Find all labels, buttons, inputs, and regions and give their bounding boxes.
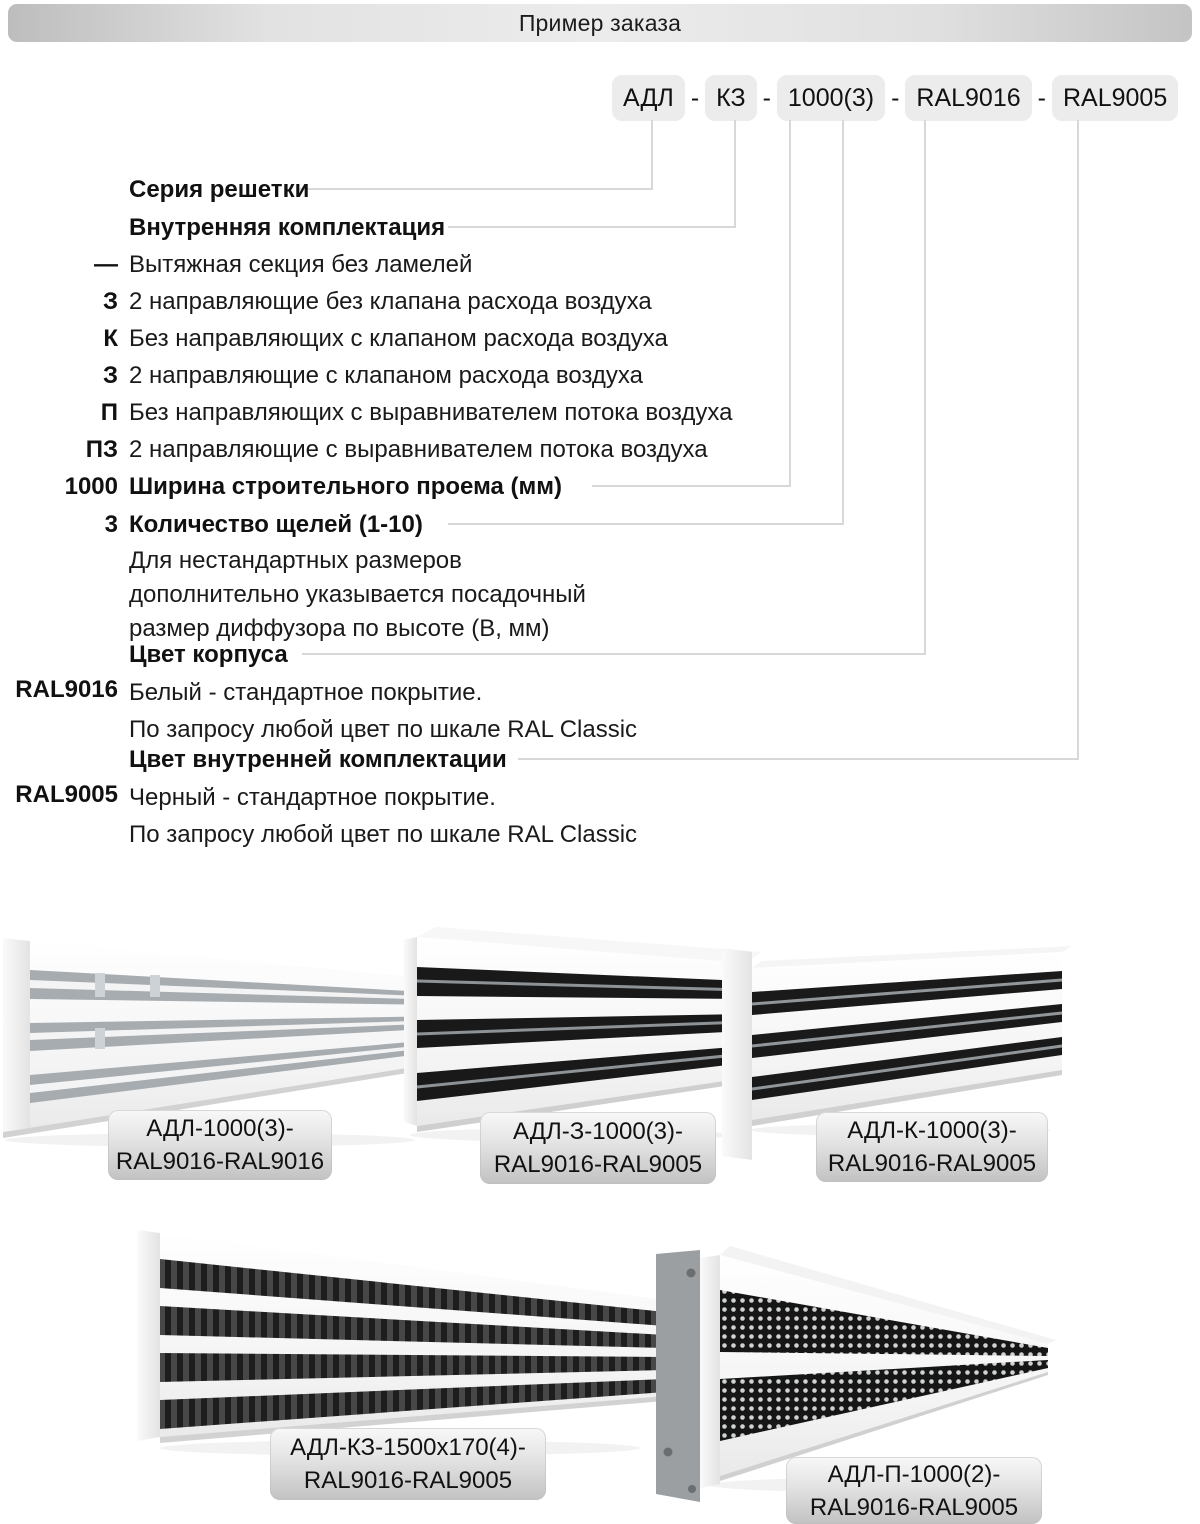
connector-series-horizontal bbox=[300, 188, 653, 190]
config-option-key: П bbox=[100, 399, 118, 426]
product-label-line1: АДЛ-К-1000(3)- bbox=[847, 1117, 1017, 1144]
screw-icon bbox=[687, 1269, 696, 1278]
connector-internal-color-vertical bbox=[1077, 120, 1079, 760]
config-option-row bbox=[0, 286, 652, 318]
body-color-line2: По запросу любой цвет по шкале RAL Classic bbox=[129, 716, 638, 743]
config-option-text: Без направляющих с выравнивателем потока воздуха bbox=[129, 399, 733, 426]
body-color-key: RAL9016 bbox=[15, 676, 118, 703]
connector-slots-horizontal bbox=[448, 523, 844, 525]
config-option-row bbox=[0, 397, 732, 429]
config-option-text: Вытяжная секция без ламелей bbox=[129, 251, 473, 278]
header-bar bbox=[8, 4, 1192, 42]
connector-series-vertical bbox=[651, 120, 653, 190]
connector-config-vertical bbox=[734, 120, 736, 228]
nonstandard-note bbox=[129, 544, 586, 646]
width-text: Ширина строительного проема (мм) bbox=[129, 473, 563, 500]
series-label: Серия решетки bbox=[129, 176, 310, 203]
product-label-line2: RAL9016-RAL9005 bbox=[827, 1150, 1037, 1177]
connector-config-horizontal bbox=[448, 226, 736, 228]
code-part-internal-color: RAL9005 bbox=[1052, 75, 1178, 121]
internal-color-key: RAL9005 bbox=[15, 781, 118, 808]
internal-color-label: Цвет внутренней комплектации bbox=[129, 746, 507, 773]
note-line: Для нестандартных размеров bbox=[129, 547, 462, 574]
config-option-text: Без направляющих с клапаном расхода воздуха bbox=[129, 325, 668, 352]
internal-color-row bbox=[0, 779, 637, 853]
product-adl-kz bbox=[137, 1230, 665, 1443]
product-label-plate bbox=[480, 1112, 716, 1184]
code-separator: - bbox=[1037, 83, 1046, 112]
internal-color-line2: По запросу любой цвет по шкале RAL Classic bbox=[129, 821, 638, 848]
width-key: 1000 bbox=[64, 473, 118, 500]
duct-side-panel bbox=[656, 1250, 700, 1502]
screw-icon bbox=[688, 1485, 696, 1493]
product-adl-plain bbox=[3, 938, 445, 1138]
code-part-series: АДЛ bbox=[612, 75, 685, 121]
products-illustration bbox=[0, 900, 1200, 1524]
width-row bbox=[0, 471, 562, 503]
product-label-plate bbox=[108, 1110, 332, 1180]
diffuser-flange bbox=[722, 948, 752, 1160]
config-option-row bbox=[0, 360, 643, 392]
config-option-key: К bbox=[103, 325, 118, 352]
note-line: дополнительно указывается посадочный bbox=[129, 581, 586, 608]
product-label-line2: RAL9016-RAL9016 bbox=[115, 1148, 325, 1175]
screw-icon bbox=[664, 1448, 673, 1457]
product-label-line1: АДЛ-1000(3)- bbox=[146, 1115, 294, 1142]
product-label-line1: АДЛ-КЗ-1500х170(4)- bbox=[290, 1434, 526, 1461]
slots-row bbox=[0, 509, 423, 541]
config-option-text: 2 направляющие с клапаном расхода воздуха bbox=[129, 362, 643, 389]
connector-slots-vertical bbox=[842, 120, 844, 525]
config-option-row bbox=[0, 249, 472, 281]
diffuser-flange bbox=[700, 1255, 720, 1488]
code-separator: - bbox=[891, 83, 900, 112]
config-option-text: 2 направляющие без клапана расхода воздуха bbox=[129, 288, 652, 315]
code-part-size: 1000(3) bbox=[777, 75, 885, 121]
code-part-config: КЗ bbox=[705, 75, 756, 121]
page-title: Пример заказа bbox=[518, 9, 682, 36]
code-separator: - bbox=[762, 83, 771, 112]
config-label: Внутренняя комплектация bbox=[129, 214, 446, 241]
product-label-line2: RAL9016-RAL9005 bbox=[493, 1151, 703, 1178]
product-label-plate bbox=[270, 1428, 546, 1500]
diffuser-end-cap bbox=[137, 1230, 160, 1441]
config-option-text: 2 направляющие с выравнивателем потока воздуха bbox=[129, 436, 708, 463]
body-color-row bbox=[0, 674, 637, 748]
slots-text: Количество щелей (1-10) bbox=[129, 511, 423, 538]
diffuser-end-cap bbox=[404, 937, 417, 1126]
order-code-row bbox=[612, 74, 1178, 122]
product-label-line2: RAL9016-RAL9005 bbox=[303, 1467, 513, 1494]
config-option-row bbox=[0, 323, 668, 355]
connector-internal-color-horizontal bbox=[518, 758, 1079, 760]
body-color-desc bbox=[129, 674, 637, 748]
product-label-line1: АДЛ-П-1000(2)- bbox=[827, 1460, 1001, 1488]
connector-width-vertical bbox=[789, 120, 791, 487]
body-color-label: Цвет корпуса bbox=[129, 641, 288, 668]
product-label-line2: RAL9016-RAL9005 bbox=[809, 1493, 1019, 1521]
config-option-key: З bbox=[102, 288, 118, 315]
body-color-line1: Белый - стандартное покрытие. bbox=[129, 679, 483, 706]
internal-color-line1: Черный - стандартное покрытие. bbox=[129, 784, 496, 811]
internal-color-desc bbox=[129, 779, 637, 853]
code-part-body-color: RAL9016 bbox=[905, 75, 1031, 121]
connector-width-horizontal bbox=[592, 485, 791, 487]
note-line: размер диффузора по высоте (В, мм) bbox=[129, 615, 550, 642]
connector-body-color-vertical bbox=[924, 120, 926, 655]
product-adl-z bbox=[404, 927, 762, 1132]
product-label-line1: АДЛ-З-1000(3)- bbox=[512, 1118, 683, 1145]
product-label-plate bbox=[786, 1457, 1042, 1524]
connector-body-color-horizontal bbox=[302, 653, 926, 655]
slots-key: 3 bbox=[104, 511, 118, 538]
config-option-key: ПЗ bbox=[85, 436, 118, 463]
product-label-plate bbox=[816, 1112, 1048, 1182]
config-option-key: — bbox=[94, 251, 118, 278]
diffuser-end-cap bbox=[3, 938, 30, 1132]
config-option-row bbox=[0, 434, 708, 466]
code-separator: - bbox=[690, 83, 700, 112]
config-option-key: З bbox=[102, 362, 118, 389]
